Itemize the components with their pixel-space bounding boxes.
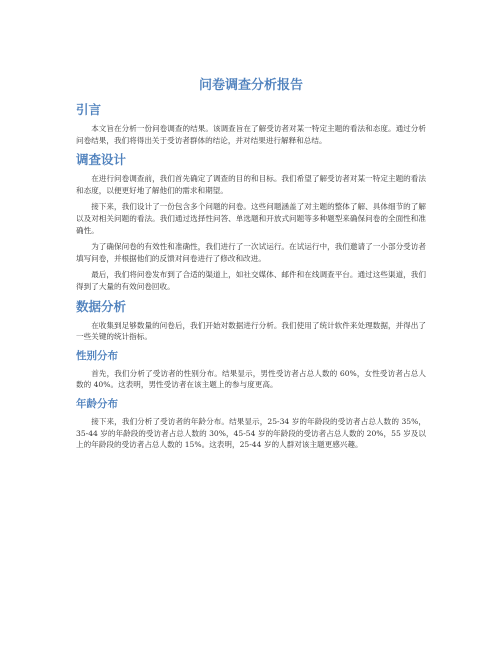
- heading-introduction: 引言: [76, 102, 102, 117]
- intro-paragraph: 本文旨在分析一份问卷调查的结果。该调查旨在了解受访者对某一特定主题的看法和态度。通过分析问卷结果，我们将得出关于受访者群体的结论，并对结果进行解释和总结。: [76, 124, 426, 145]
- design-paragraph-4: 最后，我们将问卷发布到了合适的渠道上，如社交媒体、邮件和在线调查平台。通过这些渠道，我们得到了大量的有效问卷回收。: [76, 270, 426, 291]
- heading-data-analysis: 数据分析: [76, 298, 127, 314]
- heading-survey-design: 调查设计: [76, 152, 127, 168]
- design-paragraph-2: 接下来，我们设计了一份包含多个问题的问卷。这些问题涵盖了对主题的整体了解、具体细节的了解以及对相关问题的看法。我们通过选择性问答、单选题和开放式问题等多种题型来确保问卷的全面性和准确性。: [76, 202, 426, 235]
- design-paragraph-1: 在进行问卷调查前，我们首先确定了调查的目的和目标。我们希望了解受访者对某一特定主题的看法和态度，以便更好地了解他们的需求和期望。: [76, 174, 426, 195]
- heading-gender-distribution: 性别分布: [76, 349, 118, 362]
- age-paragraph: 接下来，我们分析了受访者的年龄分布。结果显示，25-34 岁的年龄段的受访者占总人数的 35%，35-44 岁的年龄段的受访者占总人数的 30%，45-54 岁的年龄段的受访者占总人数的 20%，55 岁及以上的年龄段的受访者占总人数的 15%。这表明，25-44 岁的人群对该主题更感兴趣。: [76, 416, 426, 450]
- document-page: [76, 78, 426, 456]
- document-title: 问卷调查分析报告: [198, 78, 303, 93]
- gender-paragraph: 首先，我们分析了受访者的性别分布。结果显示，男性受访者占总人数的 60%，女性受访者占总人数的 40%。这表明，男性受访者在该主题上的参与度更高。: [76, 368, 426, 390]
- design-paragraph-3: 为了确保问卷的有效性和准确性，我们进行了一次试运行。在试运行中，我们邀请了一小部分受访者填写问卷，并根据他们的反馈对问卷进行了修改和改进。: [76, 242, 426, 263]
- heading-age-distribution: 年龄分布: [76, 397, 118, 410]
- analysis-paragraph: 在收集到足够数量的问卷后，我们开始对数据进行分析。我们使用了统计软件来处理数据，并得出了一些关键的统计指标。: [76, 320, 426, 342]
